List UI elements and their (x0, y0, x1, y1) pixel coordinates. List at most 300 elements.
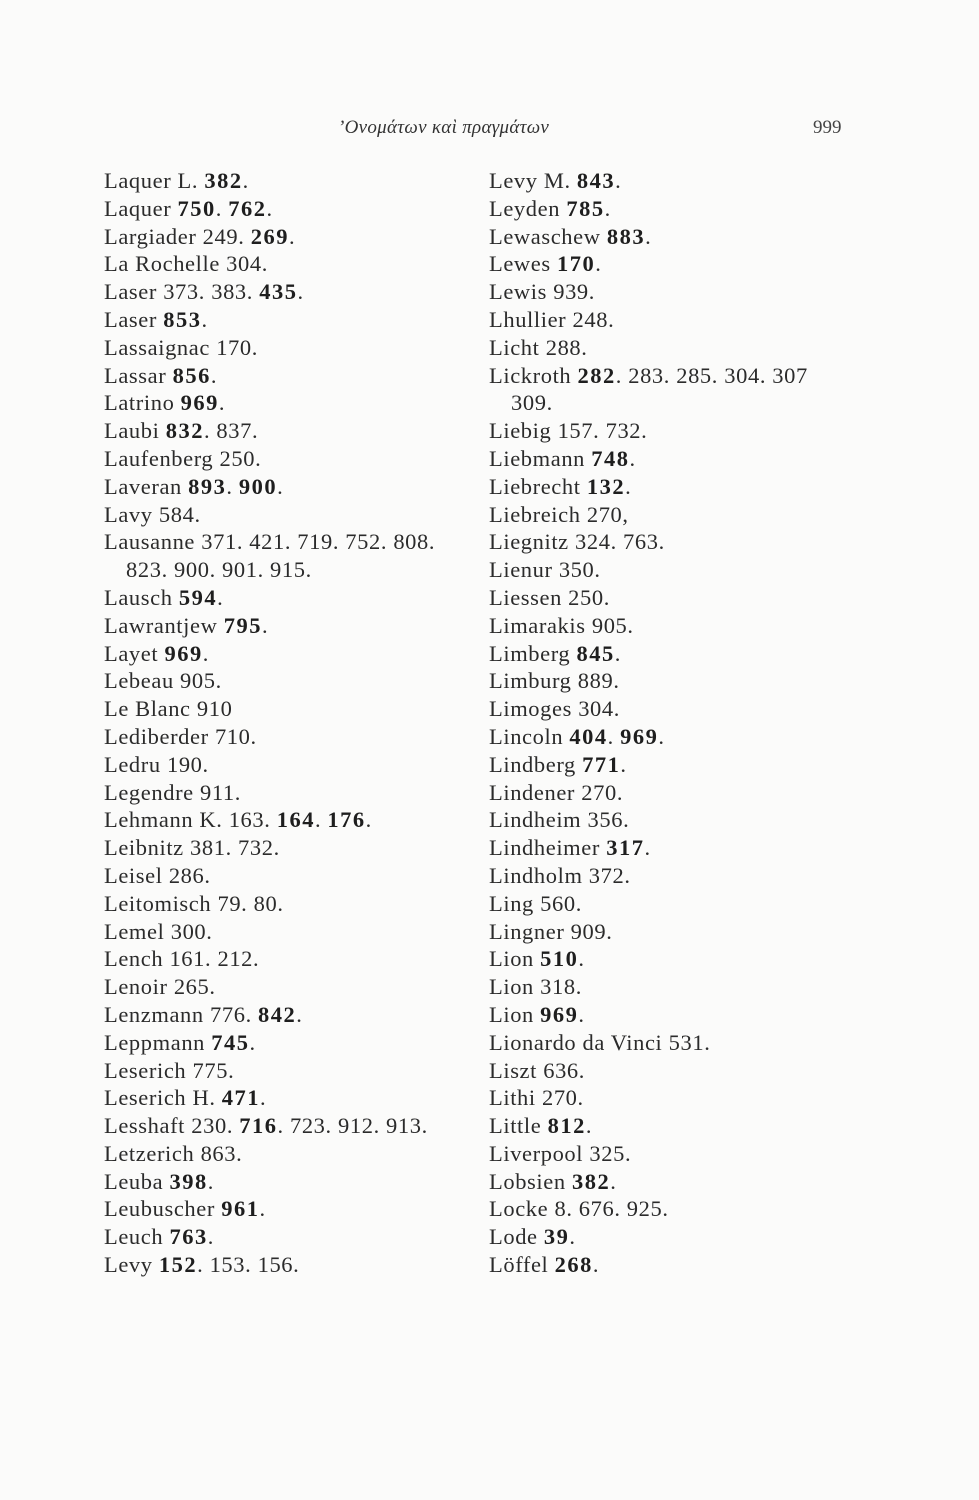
entry-end-punct: , (622, 501, 629, 527)
entry-name: Lenoir (104, 974, 168, 1000)
index-entry (489, 667, 889, 695)
index-entry: Lausanne 371. 421. 719. 752. 808. (104, 529, 436, 555)
entry-end-punct: . (644, 835, 651, 861)
index-entry (104, 501, 524, 529)
entry-name: Levy M. (489, 168, 571, 193)
index-entry: Lehmann K. 163. 164. 176. (104, 807, 372, 833)
entry-end-punct: . (577, 1085, 584, 1111)
index-entry (489, 751, 889, 779)
page-ref-bold: 282 (577, 362, 616, 388)
entry-name: Lavy (104, 501, 153, 527)
page-ref-bold: 404 (569, 723, 608, 749)
page-ref: 265 (173, 974, 210, 1000)
index-entry (104, 667, 524, 695)
entry-name: Liverpool (489, 1140, 584, 1166)
page-ref: 350 (558, 557, 595, 583)
index-entry: Lench 161. 212. (104, 946, 260, 972)
index-entry: Laser 373. 383. 435. (104, 279, 304, 305)
entry-name: Lhullier (489, 306, 567, 332)
index-entry (489, 250, 889, 278)
index-entry (104, 695, 524, 723)
page-ref-bold: 176 (327, 807, 366, 833)
entry-name: Leisel (104, 862, 163, 888)
entry-end-punct: . (261, 612, 269, 638)
entry-name: Lionardo da Vinci (489, 1029, 663, 1055)
page-title: ’Ονομάτων καὶ πραγμάτων (338, 117, 550, 138)
entry-name: Layet (104, 640, 159, 666)
index-entry: Locke 8. 676. 925. (489, 1196, 669, 1222)
page-ref: 300 (170, 918, 207, 944)
index-entry (489, 640, 889, 668)
entry-name: Lesshaft (104, 1113, 186, 1139)
entry-name: Lassaignac (104, 334, 210, 360)
page-ref: 732 (238, 835, 274, 861)
page-ref-bold: 842 (258, 1001, 297, 1027)
page-ref-bold: 856 (172, 362, 211, 388)
page-ref: 307 (772, 362, 808, 388)
page-ref: 285 (676, 362, 712, 388)
entry-name: Lawrantjew (104, 612, 218, 638)
page-ref: 636 (543, 1057, 579, 1083)
index-entry: Laubi 832. 837. (104, 418, 259, 444)
entry-name: Lausch (104, 584, 173, 610)
entry-name: Lebeau (104, 668, 174, 694)
entry-name: Leuba (104, 1168, 164, 1194)
page-ref: 383 (211, 279, 247, 305)
entry-name: Leserich H. (104, 1085, 216, 1111)
entry-end-punct: . (202, 640, 209, 666)
index-entry (489, 779, 889, 807)
entry-name: Leubuscher (104, 1196, 215, 1222)
page-ref-bold: 969 (180, 390, 219, 416)
page-ref: 910 (196, 696, 233, 722)
page-ref-bold: 771 (582, 751, 621, 777)
entry-end-punct: . (704, 1029, 711, 1055)
page-ref-bold: 269 (250, 223, 289, 249)
page-ref-bold: 748 (591, 445, 630, 471)
entry-name: Latrino (104, 390, 175, 416)
page-ref: 901 (222, 557, 258, 583)
page-ref: 248 (572, 306, 609, 332)
entry-name: Lehmann K. (104, 807, 223, 833)
page-ref: 905 (591, 612, 628, 638)
page-ref: 80 (253, 890, 278, 916)
page-ref: 190 (166, 751, 203, 777)
entry-end-punct: . (613, 668, 620, 694)
page-number: 999 (813, 117, 842, 138)
page-ref: 250 (219, 445, 256, 471)
entry-name: Lobsien (489, 1168, 566, 1194)
entry-end-punct: . (251, 334, 258, 360)
page-ref: 889 (577, 668, 614, 694)
index-entry (489, 1084, 889, 1112)
entry-name: Laubi (104, 418, 160, 444)
entry-end-punct: . (251, 418, 259, 444)
entry-end-punct: . (624, 1140, 632, 1166)
page-ref: 776 (210, 1001, 246, 1027)
page-ref: 911 (199, 779, 235, 805)
entry-end-punct: . (645, 223, 652, 249)
entry-end-punct: . (207, 1168, 214, 1194)
entry-end-punct: . (261, 251, 268, 277)
index-entry (104, 362, 524, 390)
index-entry (104, 918, 524, 946)
page-ref-bold: 763 (169, 1224, 208, 1250)
page-ref-bold: 164 (276, 807, 315, 833)
entry-name: Lassar (104, 362, 167, 388)
page-ref: 309 (511, 390, 547, 416)
page-ref: 752 (345, 529, 381, 555)
entry-end-punct: . (266, 195, 273, 221)
index-entry (104, 250, 524, 278)
entry-end-punct: . (305, 557, 312, 583)
entry-name: Ling (489, 890, 534, 916)
entry-end-punct: . (624, 862, 631, 888)
entry-name: Lion (489, 946, 534, 972)
index-entry: Laquer 750. 762. (104, 195, 273, 221)
entry-name: Lincoln (489, 723, 564, 749)
page-ref: 157 (557, 418, 594, 444)
page-ref: 905 (180, 668, 216, 694)
entry-end-punct: . (249, 1029, 256, 1055)
entry-end-punct: . (615, 168, 622, 193)
entry-name: Letzerich (104, 1140, 195, 1166)
index-entry (489, 612, 889, 640)
entry-name: Lenzmann (104, 1001, 204, 1027)
index-entry (104, 723, 524, 751)
page-ref: 212 (217, 946, 254, 972)
entry-end-punct: . (277, 473, 284, 499)
entry-end-punct: . (658, 529, 665, 555)
entry-end-punct: . (616, 779, 624, 805)
page-ref: 584 (158, 501, 195, 527)
page-ref: 775 (192, 1057, 229, 1083)
entry-end-punct: . (202, 751, 209, 777)
index-entry (489, 1029, 889, 1057)
entry-name: Lion (489, 974, 534, 1000)
index-entry (489, 556, 889, 584)
entry-end-punct: . (293, 1252, 300, 1278)
page-ref-bold: 382 (204, 168, 243, 193)
index-entry (104, 334, 524, 362)
entry-name: Lindheimer (489, 835, 600, 861)
page-ref: 913 (386, 1113, 422, 1139)
index-entry (489, 1251, 889, 1279)
page-ref-bold: 435 (259, 279, 298, 305)
page-ref: 371 (201, 529, 237, 555)
page-ref-bold: 845 (576, 640, 615, 666)
entry-end-punct: . (625, 473, 632, 499)
entry-name: Limberg (489, 640, 571, 666)
page-ref-bold: 152 (158, 1252, 198, 1278)
entry-name: Lewaschew (489, 223, 601, 249)
index-entry (104, 445, 524, 473)
page-ref-bold: 969 (164, 640, 203, 666)
index-entry-continuation: 823. 900. 901. 915. (126, 557, 312, 583)
entry-end-punct: . (234, 779, 241, 805)
entry-end-punct: . (578, 1001, 585, 1027)
page-ref: 325 (589, 1140, 625, 1166)
entry-name: Liegnitz (489, 529, 569, 555)
index-entry (104, 1140, 524, 1168)
page-ref-bold: 471 (221, 1085, 261, 1111)
index-entry (489, 1057, 889, 1085)
page-ref: 304 (226, 251, 262, 277)
entry-end-punct: . (428, 529, 436, 555)
page-ref: 161 (169, 946, 206, 972)
index-entry: Levy 152. 153. 156. (104, 1252, 300, 1278)
entry-end-punct: . (259, 1196, 266, 1222)
page-ref: 170 (216, 334, 252, 360)
entry-name: Lemel (104, 918, 165, 944)
page-ref-bold: 893 (188, 473, 227, 499)
index-entry: Lickroth 282. 283. 285. 304. 307 (489, 362, 808, 388)
entry-end-punct: . (210, 362, 218, 388)
entry-end-punct: . (255, 445, 262, 471)
entry-end-punct: . (581, 334, 588, 360)
entry-end-punct: . (242, 168, 249, 193)
index-entry (489, 445, 889, 473)
index-entry: Lenzmann 776. 842. (104, 1001, 303, 1027)
page-ref-bold: 969 (540, 1001, 579, 1027)
page-ref: 8 (554, 1196, 567, 1222)
entry-end-punct: . (614, 640, 621, 666)
entry-end-punct: . (218, 390, 226, 416)
page-ref-bold: 832 (165, 418, 204, 444)
entry-end-punct: . (604, 195, 611, 221)
index-entry (489, 1168, 889, 1196)
page-ref: 304 (578, 696, 614, 722)
page-ref: 909 (570, 918, 607, 944)
entry-name: Lediberder (104, 723, 209, 749)
page-ref: 912 (338, 1113, 374, 1139)
entry-name: Lode (489, 1224, 538, 1250)
page-ref: 283 (628, 362, 664, 388)
entry-end-punct: . (662, 1196, 669, 1222)
entry-name: Largiader (104, 223, 197, 249)
page-ref: 230 (191, 1113, 227, 1139)
page-ref-bold: 39 (543, 1224, 570, 1250)
entry-end-punct: . (277, 890, 284, 916)
page-ref-bold: 900 (238, 473, 278, 499)
entry-end-punct: . (603, 584, 610, 610)
page-ref: 732 (605, 418, 642, 444)
index-entry (104, 1195, 524, 1223)
page-ref: 676 (578, 1196, 615, 1222)
page-ref: 421 (249, 529, 285, 555)
page-ref-bold: 510 (540, 946, 579, 972)
index-column-left (104, 167, 524, 1279)
entry-end-punct: . (228, 1057, 235, 1083)
page-ref: 79 (217, 890, 242, 916)
index-entry (489, 584, 889, 612)
index-entry (489, 695, 889, 723)
entry-name: Le Blanc (104, 696, 191, 722)
index-entry (104, 973, 524, 1001)
entry-end-punct: . (641, 418, 648, 444)
index-entry (489, 223, 889, 251)
page-ref-bold: 170 (556, 251, 596, 277)
page-ref-bold: 716 (239, 1113, 278, 1139)
entry-end-punct: . (658, 723, 665, 749)
page-ref: 837 (216, 418, 252, 444)
index-entry (104, 862, 524, 890)
entry-name: Lausanne (104, 529, 196, 555)
page-ref: 939 (553, 279, 589, 305)
entry-name: Laufenberg (104, 445, 214, 471)
entry-end-punct: . (613, 696, 620, 722)
entry-name: Liebreich (489, 501, 581, 527)
entry-name: Ledru (104, 751, 161, 777)
page-ref-bold: 969 (620, 723, 659, 749)
index-entry: Lesshaft 230. 716. 723. 912. 913. (104, 1113, 428, 1139)
index-entry (104, 612, 524, 640)
entry-end-punct: . (217, 584, 224, 610)
index-entry (489, 473, 889, 501)
page-header (0, 117, 979, 147)
entry-name: Lion (489, 1001, 534, 1027)
entry-name: Löffel (489, 1252, 549, 1278)
entry-end-punct: . (204, 862, 211, 888)
page-ref-bold: 594 (178, 584, 218, 610)
entry-end-punct: . (608, 306, 615, 332)
entry-end-punct: . (273, 835, 280, 861)
entry-name: Leitomisch (104, 890, 212, 916)
index-entry (489, 501, 889, 529)
entry-end-punct: . (201, 306, 208, 332)
entry-end-punct: . (623, 807, 630, 833)
entry-name: Lench (104, 946, 164, 972)
page-ref: 863 (200, 1140, 237, 1166)
entry-end-punct: . (585, 1113, 593, 1139)
index-entry: Liegnitz 324. 763. (489, 529, 665, 555)
page-ref: 324 (575, 529, 611, 555)
page-ref: 900 (174, 557, 210, 583)
index-entry (489, 167, 889, 195)
index-entry: Leitomisch 79. 80. (104, 890, 284, 916)
entry-end-punct: . (297, 279, 304, 305)
entry-name: Lienur (489, 557, 553, 583)
entry-end-punct: . (575, 890, 582, 916)
entry-end-punct: . (250, 723, 257, 749)
entry-end-punct: . (606, 918, 613, 944)
entry-name: Leuch (104, 1224, 164, 1250)
page-ref: 372 (588, 862, 625, 888)
index-entry (489, 306, 889, 334)
entry-end-punct: . (594, 557, 601, 583)
entry-end-punct: . (365, 807, 372, 833)
entry-end-punct: . (209, 974, 216, 1000)
index-entry: Largiader 249. 269. (104, 223, 296, 249)
index-entry (489, 890, 889, 918)
index-entry (489, 334, 889, 362)
page-ref-bold: 812 (547, 1113, 586, 1139)
page-ref-bold: 883 (606, 223, 646, 249)
page-ref: 381 (190, 835, 226, 861)
entry-end-punct: . (620, 751, 627, 777)
index-entry (489, 195, 889, 223)
page-ref: 373 (163, 279, 199, 305)
index-entry: Laveran 893. 900. (104, 473, 284, 499)
entry-end-punct: . (595, 251, 602, 277)
entry-name: Leibnitz (104, 835, 184, 861)
index-entry-continuation (489, 389, 889, 417)
page-ref-bold: 398 (169, 1168, 208, 1194)
page-ref-bold: 843 (576, 168, 616, 193)
entry-name: Liessen (489, 584, 562, 610)
page-ref: 808 (393, 529, 429, 555)
entry-name: Laveran (104, 473, 182, 499)
index-entry: Lincoln 404. 969. (489, 723, 665, 749)
entry-name: La Rochelle (104, 251, 220, 277)
entry-name: Lindheim (489, 807, 582, 833)
index-entry (489, 834, 889, 862)
index-entry (489, 918, 889, 946)
page-ref: 304 (724, 362, 760, 388)
index-entry (104, 167, 524, 195)
page-ref: 270 (586, 501, 623, 527)
entry-end-punct: . (578, 1057, 586, 1083)
entry-end-punct: . (206, 918, 213, 944)
index-entry (104, 640, 524, 668)
entry-name: Lindholm (489, 862, 583, 888)
page-ref: 286 (168, 862, 205, 888)
entry-name: Limburg (489, 668, 572, 694)
entry-end-punct: . (588, 279, 596, 305)
page-ref: 318 (540, 974, 576, 1000)
page-ref: 153 (209, 1252, 246, 1278)
entry-name: Locke (489, 1196, 549, 1222)
entry-name: Lingner (489, 918, 565, 944)
page-ref: 270 (581, 779, 617, 805)
entry-end-punct: . (575, 974, 582, 1000)
index-entry: Leibnitz 381. 732. (104, 835, 280, 861)
entry-end-punct: . (610, 1168, 617, 1194)
entry-name: Limoges (489, 696, 572, 722)
page-ref: 925 (626, 1196, 663, 1222)
entry-name: Leserich (104, 1057, 187, 1083)
page-ref-bold: 750 (177, 195, 216, 221)
page-ref: 710 (214, 723, 251, 749)
entry-end-punct: . (296, 1001, 303, 1027)
index-entry (104, 779, 524, 807)
entry-name: Lindener (489, 779, 576, 805)
page-ref: 823 (126, 557, 162, 583)
page-ref: 915 (270, 557, 306, 583)
index-entry: Liebig 157. 732. (489, 418, 648, 444)
page-ref: 763 (623, 529, 659, 555)
page-ref-bold: 268 (554, 1252, 593, 1278)
page-ref: 249 (202, 223, 239, 249)
entry-name: Licht (489, 334, 540, 360)
entry-end-punct: . (207, 1224, 214, 1250)
entry-name: Legendre (104, 779, 194, 805)
index-entry (489, 1140, 889, 1168)
entry-name: Lithi (489, 1085, 536, 1111)
entry-end-punct: . (236, 1140, 243, 1166)
page-ref-bold: 853 (163, 306, 202, 332)
entry-end-punct: . (215, 668, 222, 694)
entry-end-punct: . (627, 612, 634, 638)
index-entry (489, 1223, 889, 1251)
page-ref: 156 (257, 1252, 294, 1278)
entry-name: Little (489, 1113, 542, 1139)
index-entry (489, 945, 889, 973)
entry-name: Laquer (104, 195, 172, 221)
index-entry (104, 1084, 524, 1112)
entry-end-punct: . (592, 1252, 600, 1278)
page-ref: 531 (668, 1029, 705, 1055)
